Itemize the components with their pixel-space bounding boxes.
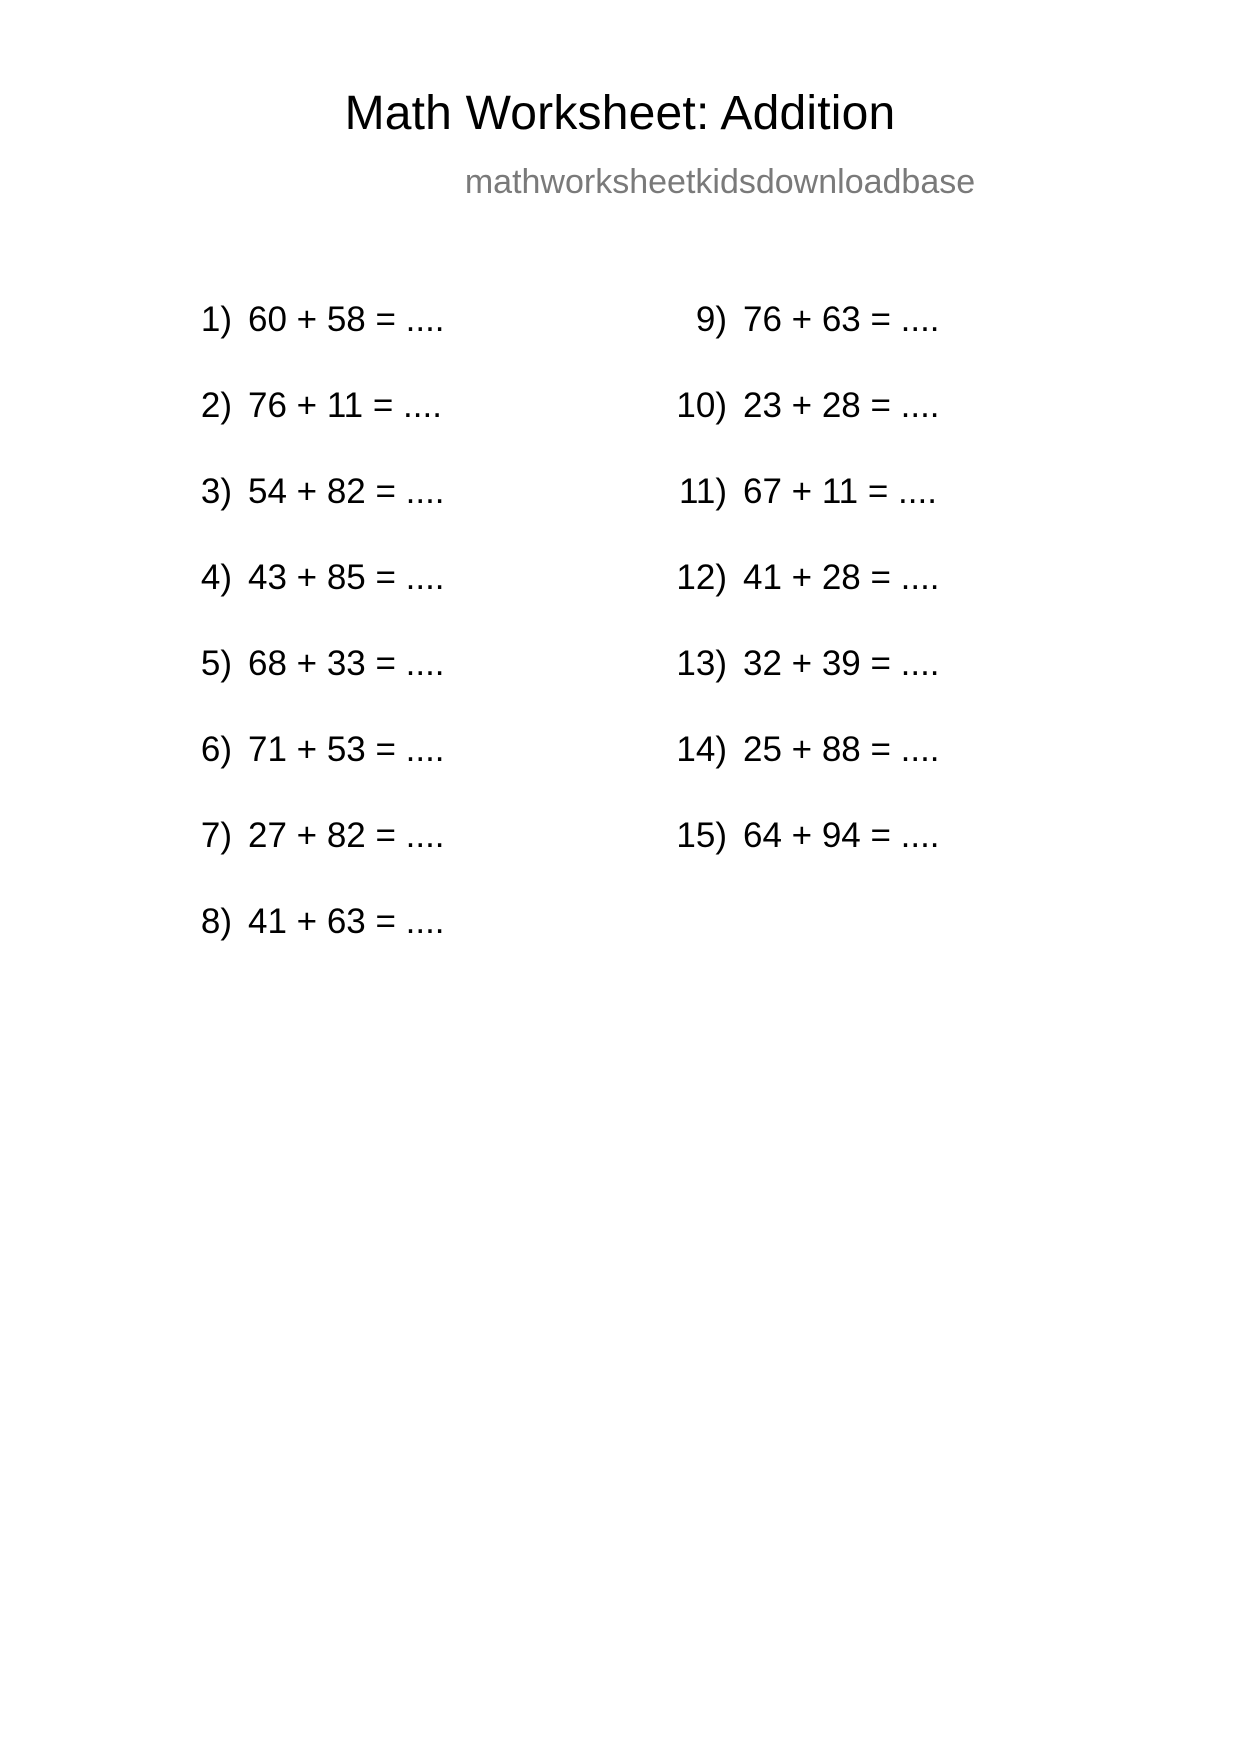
problem-item xyxy=(170,816,610,902)
problem-item xyxy=(665,472,1105,558)
problem-expression: 41 + 63 = .... xyxy=(248,902,445,941)
problem-number: 4) xyxy=(200,558,232,597)
problem-number: 8) xyxy=(200,902,232,941)
problem-expression: 67 + 11 = .... xyxy=(743,472,937,511)
problem-number: 5) xyxy=(200,644,232,683)
problem-number: 6) xyxy=(200,730,232,769)
problem-item xyxy=(170,644,610,730)
problem-item xyxy=(170,902,610,988)
problem-expression: 32 + 39 = .... xyxy=(743,644,940,683)
problem-number: 9) xyxy=(695,300,727,339)
page-subtitle: mathworksheetkidsdownloadbase xyxy=(464,163,976,201)
problem-number: 13) xyxy=(676,644,727,683)
problem-expression: 60 + 58 = .... xyxy=(248,300,445,339)
problem-item xyxy=(170,472,610,558)
problem-number: 11) xyxy=(679,472,727,511)
problem-item xyxy=(665,816,1105,902)
problem-expression: 76 + 63 = .... xyxy=(743,300,940,339)
problem-number: 3) xyxy=(200,472,232,511)
problem-item xyxy=(665,644,1105,730)
problem-expression: 41 + 28 = .... xyxy=(743,558,940,597)
problem-column-left xyxy=(170,300,610,988)
problem-list xyxy=(0,300,1240,988)
problem-number: 7) xyxy=(200,816,232,855)
problem-expression: 71 + 53 = .... xyxy=(248,730,445,769)
page-title: Math Worksheet: Addition xyxy=(344,87,896,140)
problem-expression: 54 + 82 = .... xyxy=(248,472,445,511)
problem-item xyxy=(665,386,1105,472)
problem-item xyxy=(170,558,610,644)
problem-expression: 23 + 28 = .... xyxy=(743,386,940,425)
problem-expression: 76 + 11 = .... xyxy=(248,386,442,425)
problem-item xyxy=(665,730,1105,816)
problem-number: 15) xyxy=(676,816,727,855)
problem-expression: 43 + 85 = .... xyxy=(248,558,445,597)
problem-item xyxy=(170,386,610,472)
problem-item xyxy=(170,730,610,816)
problem-number: 12) xyxy=(676,558,727,597)
problem-column-right xyxy=(665,300,1105,988)
problem-expression: 64 + 94 = .... xyxy=(743,816,940,855)
problem-number: 2) xyxy=(200,386,232,425)
problem-item xyxy=(665,300,1105,386)
problem-expression: 27 + 82 = .... xyxy=(248,816,445,855)
problem-item xyxy=(665,558,1105,644)
problem-number: 1) xyxy=(200,300,232,339)
problem-expression: 25 + 88 = .... xyxy=(743,730,940,769)
problem-number: 14) xyxy=(676,730,727,769)
problem-expression: 68 + 33 = .... xyxy=(248,644,445,683)
problem-number: 10) xyxy=(676,386,727,425)
problem-item xyxy=(170,300,610,386)
